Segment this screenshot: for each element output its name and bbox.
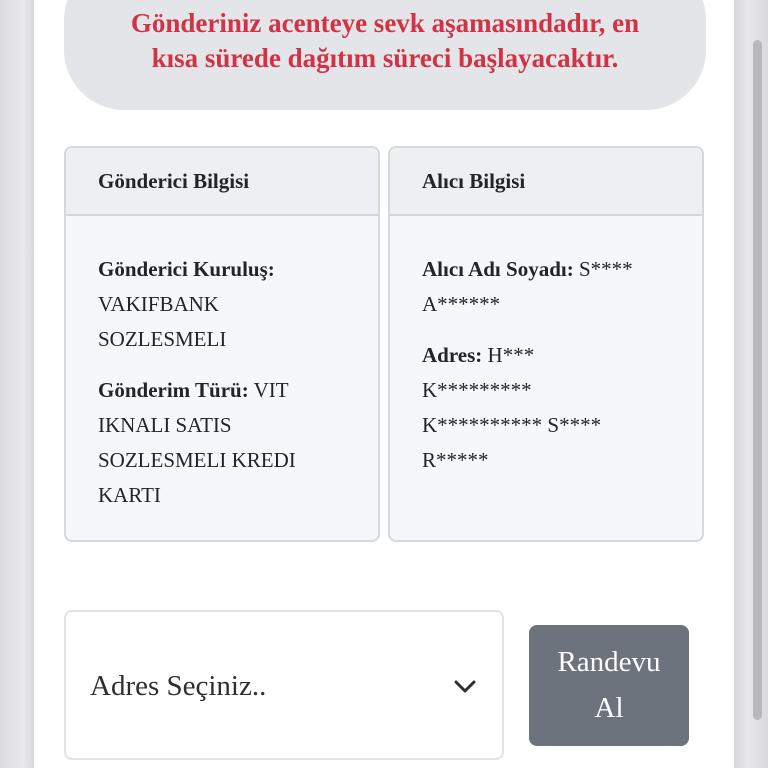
shipment-type-line-3: SOZLESMELI KREDI bbox=[98, 448, 296, 472]
appointment-button[interactable] bbox=[529, 625, 689, 746]
shipment-type-line-4: KARTI bbox=[98, 483, 161, 507]
receiver-name-line-1: S**** bbox=[578, 257, 633, 281]
sender-card-title: Gönderici Bilgisi bbox=[98, 168, 250, 193]
receiver-address-line-4: R***** bbox=[422, 448, 489, 472]
shipment-type-line-2: IKNALI SATIS bbox=[98, 413, 232, 437]
status-alert bbox=[64, 0, 706, 110]
receiver-address-line-1: H*** bbox=[487, 343, 535, 367]
receiver-name-label: Alıcı Adı Soyadı: bbox=[422, 257, 574, 281]
receiver-name-field bbox=[422, 252, 678, 322]
alert-line-2: kısa sürede dağıtım süreci başlayacaktır. bbox=[151, 43, 619, 73]
shipment-type-label: Gönderim Türü: bbox=[98, 378, 249, 402]
receiver-address-line-2: K********* bbox=[422, 378, 532, 402]
right-gutter bbox=[734, 0, 768, 768]
sender-organization-line-2: SOZLESMELI bbox=[98, 327, 227, 351]
shipment-type-field bbox=[98, 373, 354, 513]
receiver-address-field bbox=[422, 338, 678, 478]
appointment-button-line-1: Randevu bbox=[557, 646, 661, 678]
page-content bbox=[34, 0, 734, 768]
appointment-button-line-2: Al bbox=[594, 692, 624, 724]
receiver-card-header bbox=[390, 148, 702, 216]
sender-info-card bbox=[64, 146, 380, 542]
sender-card-header bbox=[66, 148, 378, 216]
receiver-card-title: Alıcı Bilgisi bbox=[422, 168, 526, 193]
sender-organization-field bbox=[98, 252, 354, 357]
left-gutter bbox=[0, 0, 34, 768]
shipment-type-line-1: VIT bbox=[253, 378, 289, 402]
receiver-name-line-2: A****** bbox=[422, 292, 501, 316]
address-select[interactable] bbox=[64, 610, 504, 760]
receiver-card-body bbox=[390, 216, 702, 478]
scrollbar-thumb[interactable] bbox=[753, 40, 762, 720]
alert-line-1: Gönderiniz acenteye sevk aşamasındadır, en bbox=[130, 8, 640, 38]
receiver-address-label: Adres: bbox=[422, 343, 483, 367]
sender-organization-line-1: VAKIFBANK bbox=[98, 292, 219, 316]
sender-organization-label: Gönderici Kuruluş: bbox=[98, 257, 275, 281]
chevron-down-icon bbox=[454, 680, 476, 694]
address-select-value: Adres Seçiniz.. bbox=[90, 670, 267, 702]
receiver-address-line-3: K********** S**** bbox=[422, 413, 602, 437]
receiver-info-card bbox=[388, 146, 704, 542]
sender-card-body bbox=[66, 216, 378, 513]
